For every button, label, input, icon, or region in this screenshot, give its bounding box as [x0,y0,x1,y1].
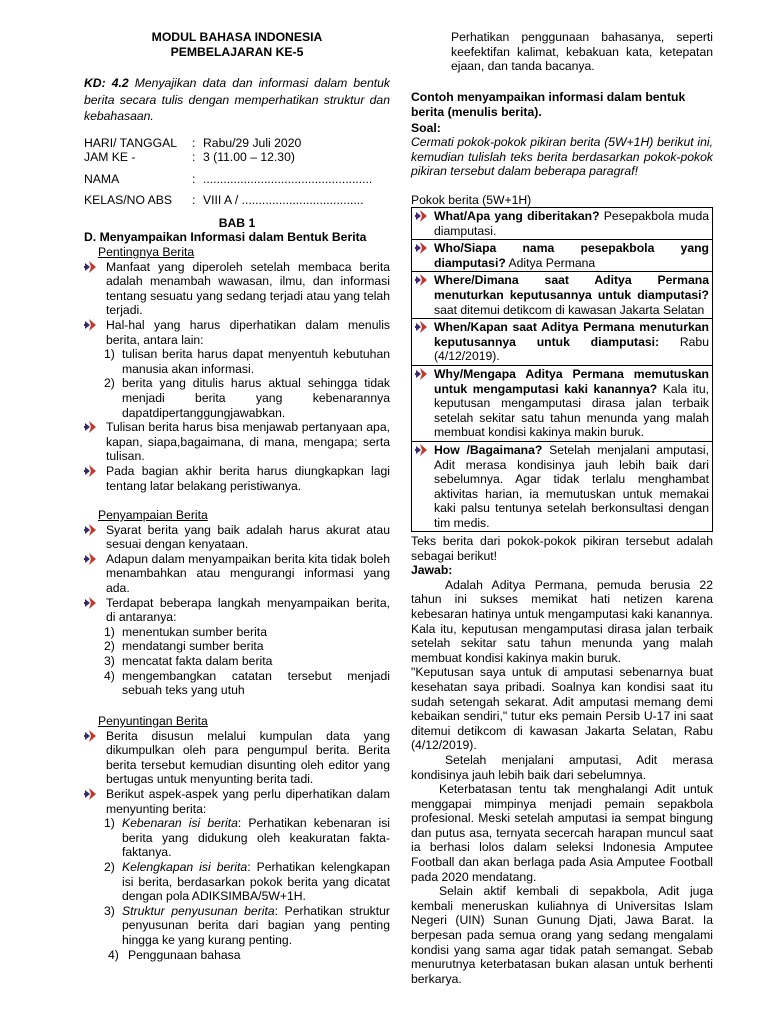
numbered-list [84,347,390,420]
arrow-bullet-icon [84,465,96,477]
paragraph-5: Selain aktif kembali di sepakbola, Adit juga kembali meneruskan kuliahnya di Universitas Islam Negeri (UIN) Sunan Gunung Djati, Jawa Barat. Ia berpesan pada semua orang yang sedang mengalami kondisi yang sama agar tidak patah semangat. Sebab menurutnya keterbatasan bukan alasan untuk berhenti berkarya. [411,884,713,986]
jawab-label: Jawab: [411,563,453,578]
penyuntingan-heading: Penyuntingan Berita [98,714,208,728]
section-penyuntingan [84,714,390,962]
arrow-bullet-icon [415,444,427,456]
arrow-bullet-icon [84,788,96,800]
bab-title: BAB 1 [218,216,256,230]
arrow-bullet-icon [84,261,96,273]
bahasa-continuation: Perhatikan penggunaan bahasanya, seperti keefektifan kalimat, kebakuan kata, ketepatan ejaan, dan tanda bacanya. [451,30,713,74]
penyampaian-heading: Penyampaian Berita [98,508,208,522]
paragraph-2: "Keputusan saya untuk di amputasi sebenarnya buat kesehatan saya pribadi. Soalnya kan kondisi saat itu sudah setengah sekarat. Adit amputasi memang demi kebaikan sendiri," tutur eks pemain Persib U-17 ini saat ditemui detikcom di kawasan Jakarta Selatan, Rabu (4/12/2019). [411,665,713,753]
jam-label: JAM KE - [84,150,136,164]
list-item: Berita disusun melalui kumpulan data yang dikumpulkan oleh para pengumpul berita. Berita berita tersebut kemudian disunting oleh editor yang bertugas untuk menyunting berita tadi. [84,729,390,787]
section-penting [84,245,390,493]
kd-text [84,75,390,125]
numbered-list [84,816,390,962]
paragraph-1: Adalah Aditya Permana, pemuda berusia 22 tahun ini sukses memikat hati netizen karena kebesaran hatinya untuk mengamputasi kaki kanannya. Kala itu, keputusan mengamputasi dirasa jalan terbaik setelah sekitar satu tahun menunda yang malah membuat kondisi kakinya makin buruk. [411,577,713,665]
list-item: Adapun dalam menyampaikan berita kita tidak boleh menambahkan atau mengurangi informasi yang ada. [84,552,390,596]
arrow-bullet-icon [84,730,96,742]
module-title: MODUL BAHASA INDONESIA [151,30,323,44]
nama-value[interactable]: .................................................. [203,172,373,186]
kelas-label: KELAS/NO ABS [84,193,173,207]
teks-berita [411,534,713,986]
colon: : [192,150,196,164]
numbered-list [84,625,390,698]
arrow-bullet-icon [415,321,427,333]
list-item: 4) mengembangkan catatan tersebut menjadi sebuah teks yang utuh [104,668,390,698]
list-item: Hal-hal yang harus diperhatikan dalam menulis berita, antara lain: [84,318,390,347]
list-item: Syarat berita yang baik adalah harus akurat atau sesuai dengan kenyataan. [84,523,390,552]
kd-label: KD: 4.2 [84,76,129,90]
colon: : [192,193,196,207]
arrow-bullet-icon [415,210,427,222]
arrow-bullet-icon [84,421,96,433]
jam-value: 3 (11.00 – 12.30) [203,150,295,164]
hari-label: HARI/ TANGGAL [84,136,178,150]
pokok-box-what: What/Apa yang diberitakan? Pesepakbola muda diamputasi. [411,207,713,240]
paragraph-4: Keterbatasan tentu tak menghalangi Adit untuk menggapai mimpinya menjadi pemain sepakbola profesional. Meski setelah amputasi ia sempat bingung dan putus asa, ternyata secercah harapan muncul saat ia berhasi lolos dalam seleksi Indonesia Amputee Football dan akan berlaga pada Asia Amputee Football pada 2020 mendatang. [411,782,713,884]
list-item: 1) tulisan berita harus dapat menyentuh kebutuhan manusia akan informasi. [104,347,390,376]
section-penyampaian [84,508,390,698]
soal-text: Cermati pokok-pokok pikiran berita (5W+1H) berikut ini, kemudian tulislah teks berita berdasarkan pokok-pokok pikiran tersebut dalam beberapa paragraf! [411,135,713,179]
list-item: 3) Struktur penyusunan berita: Perhatikan struktur penyusunan berita dari bagian yang penting hingga ke yang kurang penting. [104,903,390,947]
section-title: D. Menyampaikan Informasi dalam Bentuk Berita [84,230,367,244]
pokok-box-when: When/Kapan saat Aditya Permana menuturkan keputusannya untuk diamputasi: Rabu (4/12/2019). [411,318,713,366]
arrow-bullet-icon [415,368,427,380]
pokok-box-where: Where/Dimana saat Aditya Permana menuturkan keputusannya untuk diamputasi? saat ditemui detikcom di kawasan Jakarta Selatan [411,271,713,319]
list-item: Pada bagian akhir berita harus diungkapkan lagi tentang latar belakang peristiwanya. [84,464,390,493]
list-item: Terdapat beberapa langkah menyampaikan berita, di antaranya: [84,596,390,625]
list-item: 4) Penggunaan bahasa [108,947,241,962]
penting-heading: Pentingnya Berita [98,245,195,259]
arrow-bullet-icon [84,597,96,609]
arrow-bullet-icon [84,524,96,536]
kelas-value[interactable]: VIII A / .................................... [203,193,364,207]
paragraph-3: Setelah menjalani amputasi, Adit merasa kondisinya jauh lebih baik dari sebelumnya. [411,752,713,782]
pokok-label: Pokok berita (5W+1H) [411,193,532,207]
field-kelas [84,193,390,208]
list-item: 1) menentukan sumber berita [104,624,267,639]
pokok-boxes [411,208,713,532]
list-item: 2) Kelengkapan isi berita: Perhatikan kelengkapan isi berita, berdasarkan pokok berita yang dicatat dengan pola ADIKSIMBA/5W+1H. [104,859,390,904]
arrow-bullet-icon [415,274,427,286]
contoh-heading: Contoh menyampaikan informasi dalam bentuk berita (menulis berita). [411,90,686,119]
field-hari [84,136,390,151]
list-item: Tulisan berita harus bisa menjawab pertanyaan apa, kapan, siapa,bagaimana, di mana, mengapa; serta tulisan. [84,420,390,464]
nama-label: NAMA [84,172,120,186]
list-item: 2) berita yang ditulis harus aktual sehingga tidak menjadi berita yang kebenarannya dapatdipertanggungjawabkan. [104,376,390,420]
pokok-box-how: How /Bagaimana? Setelah menjalani amputasi, Adit merasa kondisinya jauh lebih baik dari sebelumnya. Agar tidak terlalu menghambat aktivitas harian, ia memutuskan untuk memakai kaki palsu tentunya setelah berkonsultasi dengan tim medis. [411,441,713,533]
teks-intro: Teks berita dari pokok-pokok pikiran tersebut adalah sebagai berikut! [411,534,713,563]
pokok-box-why: Why/Mengapa Aditya Permana memutuskan untuk mengamputasi kaki kanannya? Kala itu, keputusan mengamputasi dirasa jalan terbaik setelah sekitar satu tahun menunda yang malah membuat kondisi kakinya makin buruk. [411,365,713,442]
pokok-box-who: Who/Siapa nama pesepakbola yang diamputasi? Aditya Permana [411,239,713,272]
list-item: 3) mencatat fakta dalam berita [104,653,273,668]
field-jam [84,150,390,165]
list-item: Berikut aspek-aspek yang perlu diperhatikan dalam menyunting berita: [84,787,390,816]
colon: : [192,172,196,186]
list-item: Manfaat yang diperoleh setelah membaca berita adalah menambah wawasan, ilmu, dan informasi tentang sesuatu yang sedang terjadi atau yang telah terjadi. [84,260,390,318]
lesson-title: PEMBELAJARAN KE-5 [170,45,304,59]
arrow-bullet-icon [84,553,96,565]
arrow-bullet-icon [415,242,427,254]
field-nama [84,172,390,187]
kd-description: Menyajikan data dan informasi dalam bentuk berita secara tulis dengan memperhatikan struktur dan kebahasaan. [84,76,390,123]
arrow-bullet-icon [84,319,96,331]
colon: : [192,136,196,150]
hari-value: Rabu/29 Juli 2020 [203,136,302,150]
list-item: 1) Kebenaran isi berita: Perhatikan kebenaran isi berita yang didukung oleh keakuratan fakta-faktanya. [104,816,390,860]
soal-label: Soal: [411,121,441,135]
list-item: 2) mendatangi sumber berita [104,639,264,654]
